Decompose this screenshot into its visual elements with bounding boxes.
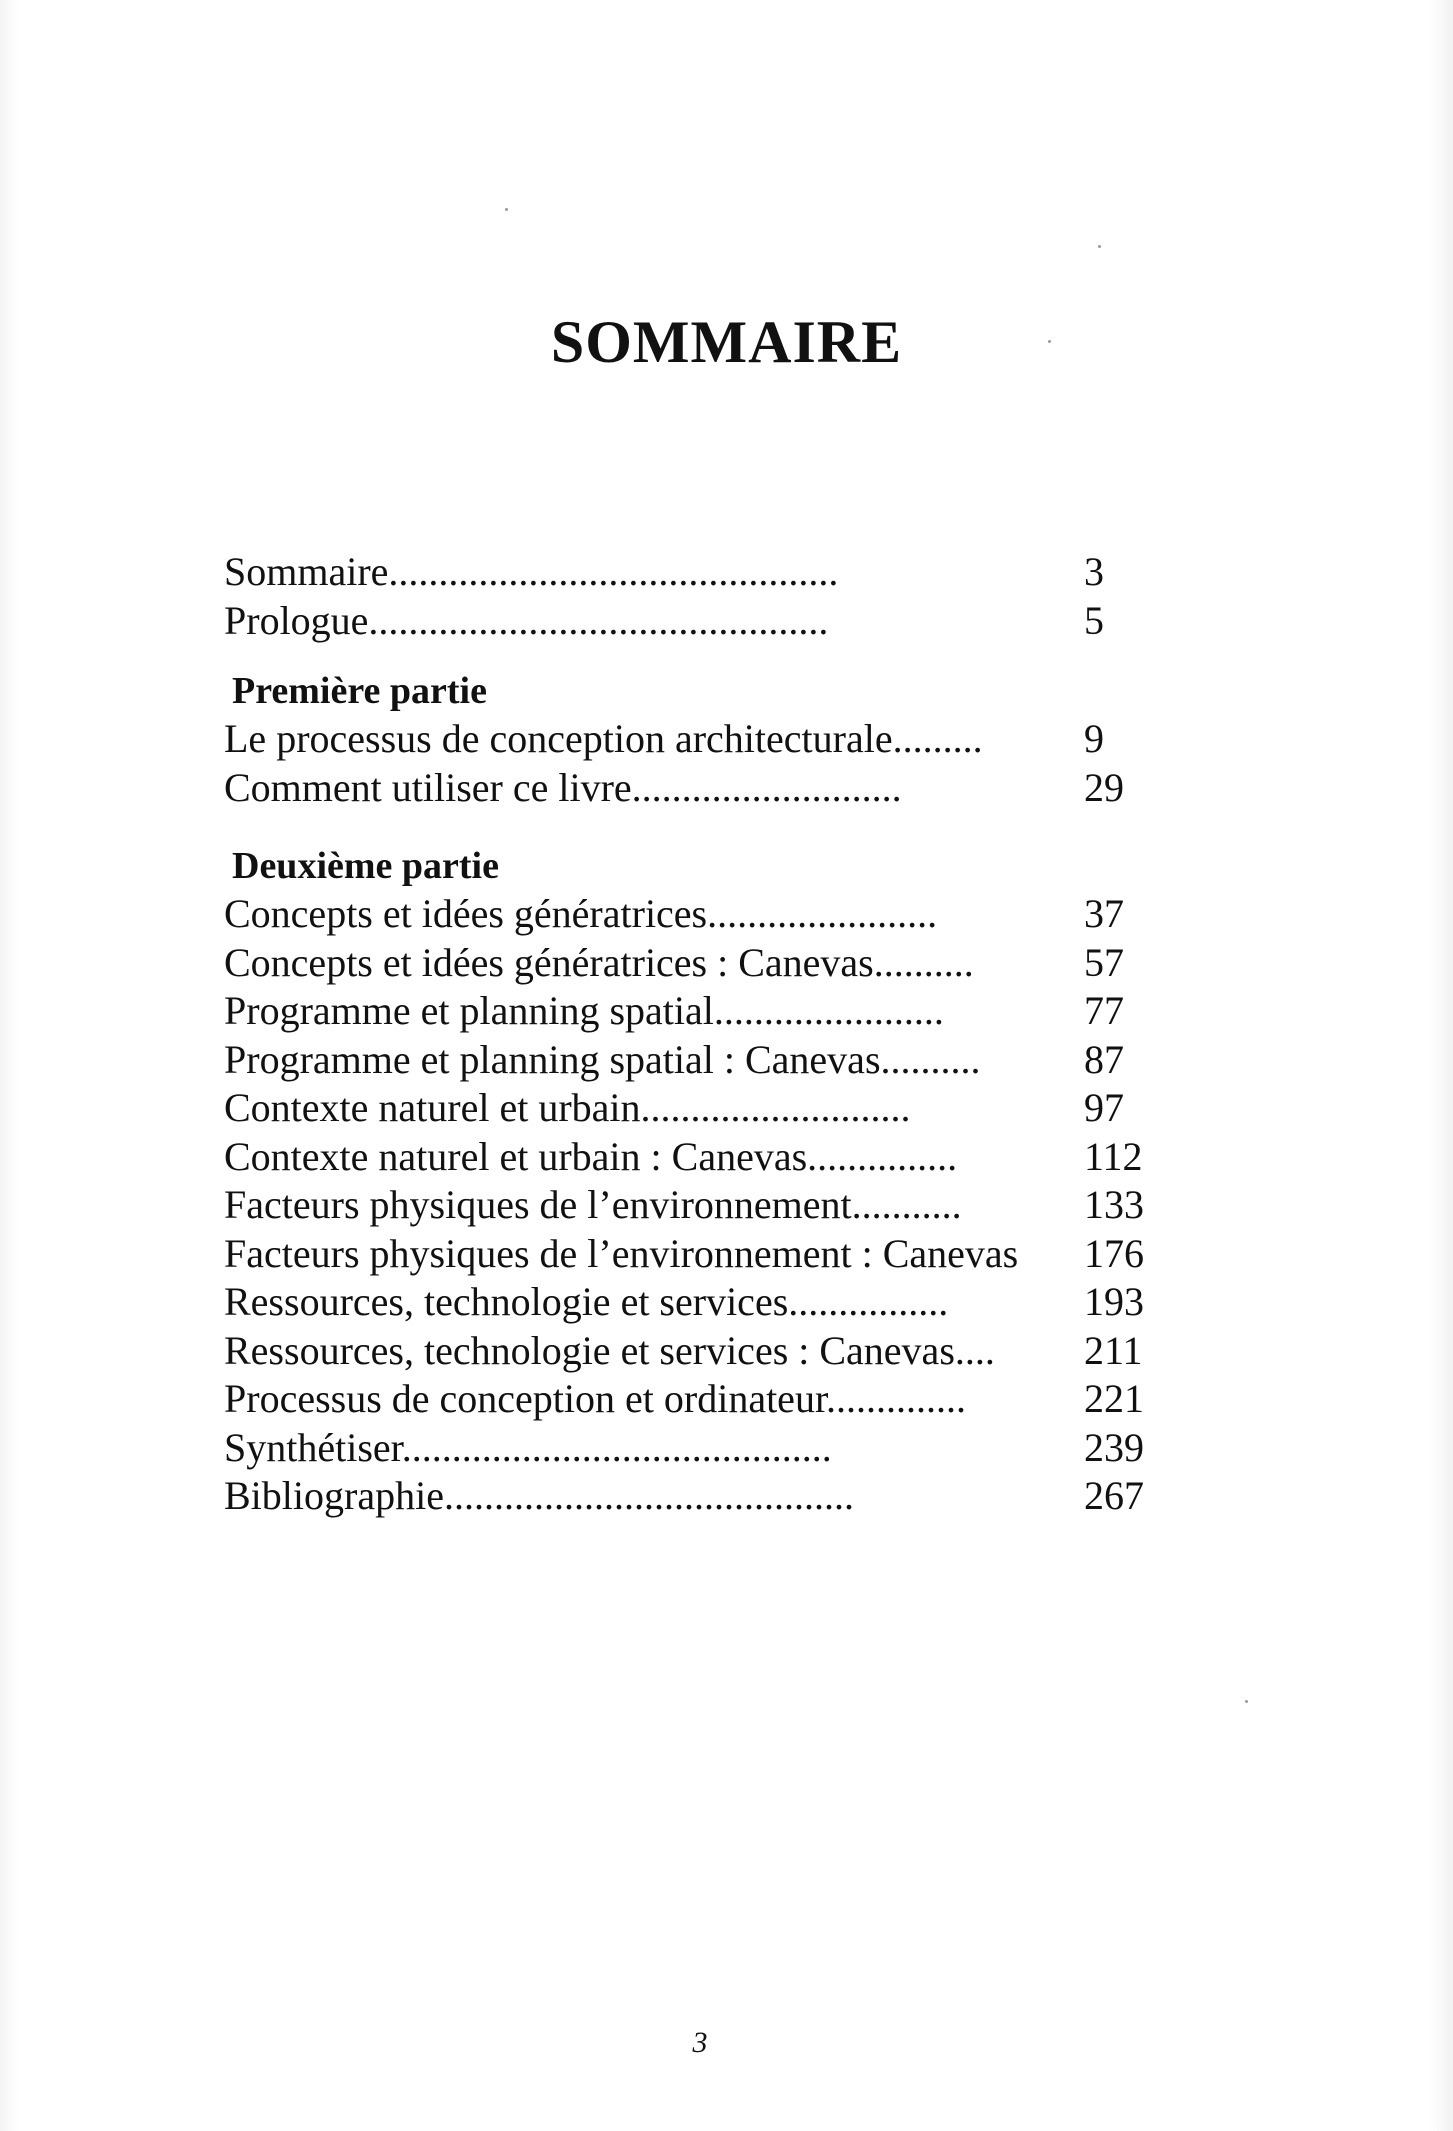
toc-entry-title: Contexte naturel et urbain...........................: [224, 1085, 911, 1130]
toc-entry-page: 239: [1084, 1424, 1144, 1470]
toc-entry-title: Facteurs physiques de l’environnement...........: [224, 1182, 962, 1227]
toc-entry-title: Prologue..............................................: [224, 597, 829, 643]
toc-entry-title: Sommaire.............................................: [224, 549, 839, 594]
toc-entry-page: 5: [1084, 597, 1104, 643]
toc-entry-page: 112: [1084, 1133, 1143, 1179]
toc-entry: [224, 548, 1214, 597]
toc-entry-title: Le processus de conception architecturale.........: [224, 716, 983, 761]
toc-entry-title: Bibliographie.........................................: [224, 1473, 854, 1518]
toc-entry: [224, 1230, 1214, 1279]
toc-entry: [224, 939, 1214, 988]
toc-entry: [224, 1472, 1214, 1521]
toc-entry-title: Concepts et idées génératrices : Canevas..........: [224, 939, 974, 985]
toc-entry-page: 3: [1084, 549, 1104, 594]
toc-entry: [224, 1424, 1214, 1473]
toc-entry-page: 29: [1084, 764, 1124, 810]
toc-entry-title: Programme et planning spatial : Canevas..........: [224, 1036, 981, 1082]
toc-entry-title: Ressources, technologie et services................: [224, 1279, 949, 1324]
toc-entry-title: Facteurs physiques de l’environnement : Canevas: [224, 1230, 1019, 1276]
toc-entry-page: 9: [1084, 716, 1104, 761]
toc-entry-page: 176: [1084, 1230, 1144, 1276]
page-title: SOMMAIRE: [550, 309, 903, 375]
toc-entry-title: Contexte naturel et urbain : Canevas...............: [224, 1133, 958, 1179]
section-heading: Première partie: [232, 670, 487, 712]
toc-entry: [224, 764, 1214, 813]
toc-entry: [224, 1036, 1214, 1085]
print-speck: [1245, 1700, 1248, 1703]
toc-entry: [224, 1133, 1214, 1182]
toc-section-part-one: [224, 667, 1214, 812]
toc-entry-title: Comment utiliser ce livre...........................: [224, 764, 902, 810]
toc-entry-page: 221: [1084, 1376, 1144, 1421]
section-heading: Deuxième partie: [232, 845, 499, 887]
toc-entry-page: 77: [1084, 988, 1124, 1033]
toc-entry-page: 57: [1084, 939, 1124, 985]
toc-entry: [224, 890, 1214, 939]
toc-entry-page: 133: [1084, 1182, 1144, 1227]
toc-entry-title: Concepts et idées génératrices.......................: [224, 891, 938, 936]
toc-entry: [224, 987, 1214, 1036]
toc-entry: [224, 1327, 1214, 1376]
toc-entry: [224, 1375, 1214, 1424]
toc-entry: [224, 597, 1214, 646]
toc-entry-title: Processus de conception et ordinateur..............: [224, 1376, 967, 1421]
toc-entry-page: 193: [1084, 1279, 1144, 1324]
toc-entry-page: 267: [1084, 1473, 1144, 1518]
footer-page-number: 3: [692, 2026, 708, 2059]
table-of-contents: [224, 548, 1214, 1521]
toc-entry-page: 211: [1084, 1327, 1143, 1373]
print-speck: [1098, 245, 1101, 248]
toc-entry-page: 37: [1084, 891, 1124, 936]
toc-entry: [224, 1278, 1214, 1327]
toc-entry: [224, 715, 1214, 764]
toc-entry-page: 87: [1084, 1036, 1124, 1082]
toc-entry-title: Synthétiser...........................................: [224, 1424, 832, 1470]
toc-section-intro: [224, 548, 1214, 645]
toc-entry: [224, 1181, 1214, 1230]
toc-entry-title: Programme et planning spatial.......................: [224, 988, 944, 1033]
toc-section-part-two: [224, 842, 1214, 1521]
toc-entry-title: Ressources, technologie et services : Canevas....: [224, 1327, 995, 1373]
toc-entry-page: 97: [1084, 1085, 1124, 1130]
print-speck: [505, 208, 508, 211]
toc-entry: [224, 1084, 1214, 1133]
